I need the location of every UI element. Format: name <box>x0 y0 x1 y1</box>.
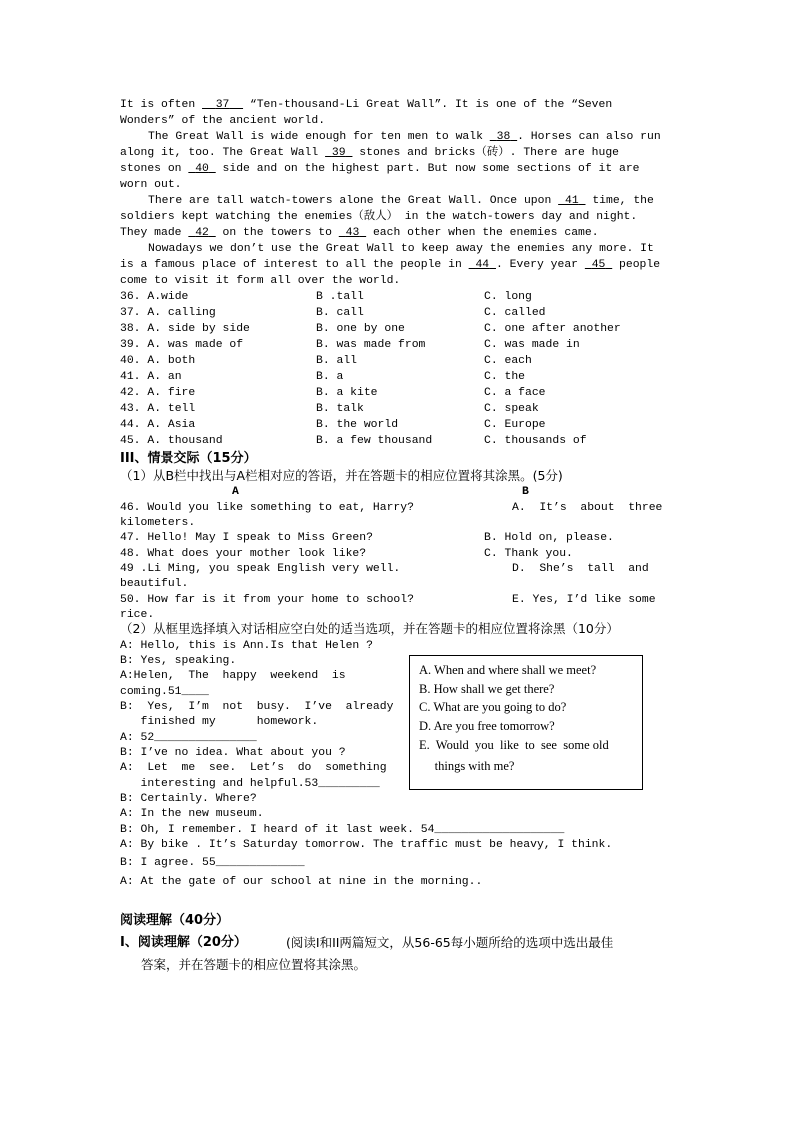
passage-line-3: The Great Wall is wide enough for ten men to walk 38 . Horses can also run <box>148 131 661 143</box>
box-option: C. What are you going to do? <box>419 700 567 714</box>
option-c: C. the <box>484 371 526 383</box>
dialogue-line: interesting and helpful.53_________ <box>120 778 380 790</box>
column-a-label: A <box>232 486 239 498</box>
dialogue-line: A:Helen, The happy weekend is <box>120 670 346 682</box>
option-c: C. Europe <box>484 419 546 431</box>
option-c: C. thousands of <box>484 435 587 447</box>
match-question: 47. Hello! May I speak to Miss Green? <box>120 532 373 544</box>
part2-instruction: （2）从框里选择填入对话相应空白处的适当选项，并在答题卡的相应位置将涂黑（10分） <box>120 621 619 636</box>
match-question: 49 .Li Ming, you speak English very well. <box>120 563 401 575</box>
passage-line-8: soldiers kept watching the enemies（敌人） in the watch-towers day and night. <box>120 211 638 223</box>
blank-42: 42 <box>195 227 209 239</box>
option-c: C. a face <box>484 387 546 399</box>
passage-line-11: is a famous place of interest to all the people in 44 . Every year 45 people <box>120 259 661 271</box>
dialogue-line: coming.51____ <box>120 686 209 698</box>
dialogue-line: B: I’ve no idea. What about you ? <box>120 747 346 759</box>
box-option: A. When and where shall we meet? <box>419 663 597 677</box>
section-title: III、情景交际（15分） <box>120 451 257 466</box>
box-option: E. Would you like to see some old <box>419 738 609 752</box>
match-question: 50. How far is it from your home to school? <box>120 594 414 606</box>
passage-line-5: stones on 40 side and on the highest part. But now some sections of it are <box>120 163 640 175</box>
box-option: things with me? <box>419 759 515 773</box>
reading-title: 阅读理解（40分） <box>120 913 230 928</box>
option-c: C. long <box>484 291 532 303</box>
question-row: 36. A.wide <box>120 291 189 303</box>
match-question: 46. Would you like something to eat, Harry? <box>120 502 414 514</box>
reading-instruction-1: (阅读I和II两篇短文，从56-65每小题所给的选项中选出最佳 <box>286 935 614 950</box>
dialogue-line: B: Certainly. Where? <box>120 793 257 805</box>
question-row: 38. A. side by side <box>120 323 250 335</box>
question-row: 45. A. thousand <box>120 435 223 447</box>
part1-instruction: （1）从B栏中找出与A栏相对应的答语，并在答题卡的相应位置将其涂黑。(5分) <box>120 468 563 483</box>
question-row: 39. A. was made of <box>120 339 244 351</box>
match-answer-cont: beautiful. <box>120 578 189 590</box>
blank-45: 45 <box>591 259 606 271</box>
option-b: B. call <box>316 307 364 319</box>
question-row: 40. A. both <box>120 355 196 367</box>
match-answer-cont: rice. <box>120 609 155 621</box>
question-row: 44. A. Asia <box>120 419 196 431</box>
option-c: C. one after another <box>484 323 621 335</box>
column-b-label: B <box>522 486 529 498</box>
option-b: B. all <box>316 355 358 367</box>
match-answer: E. Yes, I’d like some <box>512 594 656 606</box>
passage-line-1: It is often 37 “Ten-thousand-Li Great Wall”. It is one of the “Seven <box>120 99 613 111</box>
match-answer: D. She’s tall and <box>512 563 649 575</box>
blank-44: 44 <box>475 259 490 271</box>
blank-40: 40 <box>195 163 209 175</box>
match-answer: B. Hold on, please. <box>484 532 614 544</box>
option-b: B. a few thousand <box>316 435 433 447</box>
question-row: 43. A. tell <box>120 403 196 415</box>
option-b: B. the world <box>316 419 399 431</box>
passage-line-10: Nowadays we don’t use the Great Wall to keep away the enemies any more. It <box>148 243 654 255</box>
dialogue-line: finished my homework. <box>120 716 319 728</box>
match-answer-cont: kilometers. <box>120 517 196 529</box>
dialogue-line: A: At the gate of our school at nine in the morning.. <box>120 876 483 888</box>
box-option: D. Are you free tomorrow? <box>419 719 555 733</box>
blank-38: 38 <box>496 131 511 143</box>
passage-line-7: There are tall watch-towers alone the Great Wall. Once upon 41 time, the <box>148 195 654 207</box>
box-option: B. How shall we get there? <box>419 682 555 696</box>
blank-43: 43 <box>345 227 360 239</box>
reading-subtitle: I、阅读理解（20分） <box>120 935 247 950</box>
dialogue-line: A: By bike . It’s Saturday tomorrow. The traffic must be heavy, I think. <box>120 839 613 851</box>
dialogue-line: B: Oh, I remember. I heard of it last week. 54___________________ <box>120 824 565 836</box>
passage-line-12: come to visit it form all over the world. <box>120 275 401 287</box>
dialogue-line: A: Let me see. Let’s do something <box>120 762 387 774</box>
dialogue-line: A: Hello, this is Ann.Is that Helen ? <box>120 640 373 652</box>
option-b: B. a kite <box>316 387 378 399</box>
dialogue-line: B: I agree. 55_____________ <box>120 857 305 869</box>
question-row: 41. A. an <box>120 371 182 383</box>
blank-41: 41 <box>564 195 579 207</box>
option-c: C. was made in <box>484 339 580 351</box>
options-box <box>409 655 643 790</box>
blank-39: 39 <box>331 147 346 159</box>
question-row: 37. A. calling <box>120 307 216 319</box>
option-b: B .tall <box>316 291 364 303</box>
option-c: C. called <box>484 307 546 319</box>
question-row: 42. A. fire <box>120 387 196 399</box>
passage-line-2: Wonders” of the ancient world. <box>120 115 326 127</box>
option-b: B. was made from <box>316 339 426 351</box>
match-question: 48. What does your mother look like? <box>120 548 367 560</box>
option-b: B. talk <box>316 403 364 415</box>
option-c: C. speak <box>484 403 539 415</box>
passage-line-9: They made 42 on the towers to 43 each other when the enemies came. <box>120 227 599 239</box>
dialogue-line: A: 52_______________ <box>120 732 257 744</box>
dialogue-line: B: Yes, speaking. <box>120 655 237 667</box>
blank-37: 37 <box>215 99 230 111</box>
passage-line-4: along it, too. The Great Wall 39 stones and bricks（砖）. There are huge <box>120 147 620 159</box>
option-c: C. each <box>484 355 532 367</box>
option-b: B. a <box>316 371 344 383</box>
option-b: B. one by one <box>316 323 405 335</box>
reading-instruction-2: 答案，并在答题卡的相应位置将其涂黑。 <box>141 957 367 972</box>
match-answer: C. Thank you. <box>484 548 573 560</box>
dialogue-line: A: In the new museum. <box>120 808 264 820</box>
match-answer: A. It’s about three <box>512 502 663 514</box>
dialogue-line: B: Yes, I’m not busy. I’ve already <box>120 701 394 713</box>
passage-line-6: worn out. <box>120 179 182 191</box>
